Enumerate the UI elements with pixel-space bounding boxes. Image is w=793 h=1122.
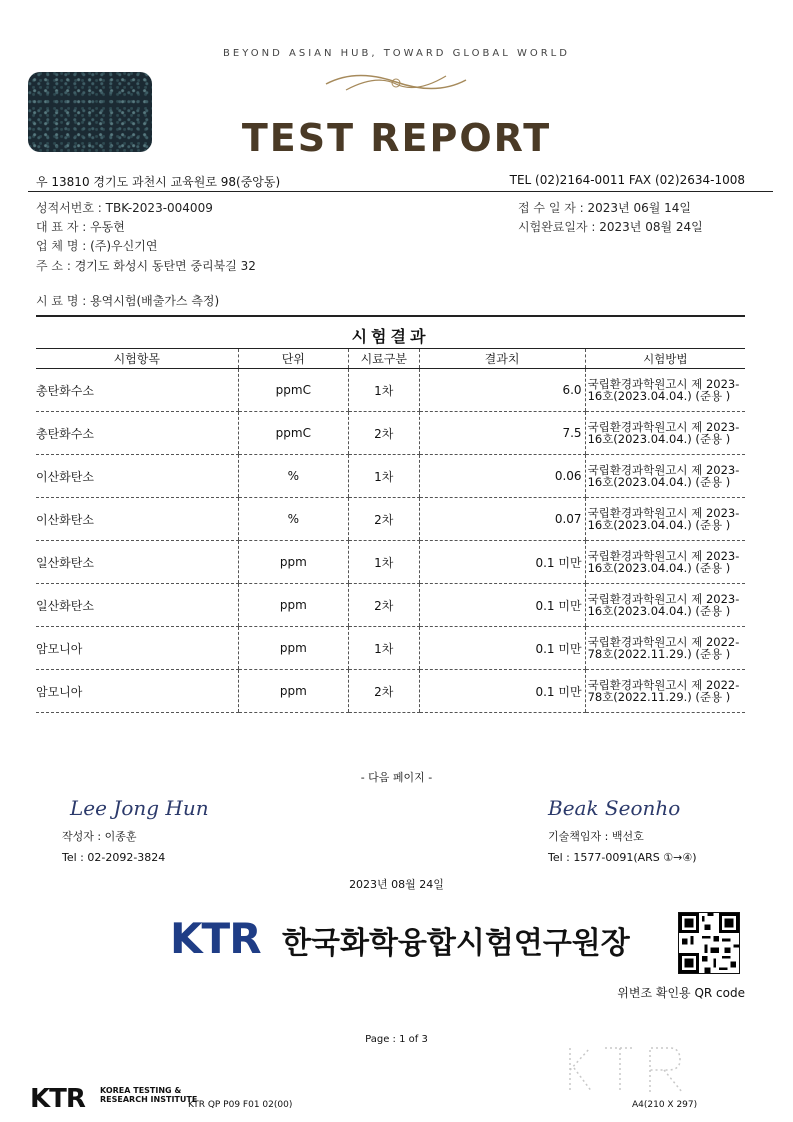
unit: ppm xyxy=(238,584,348,627)
sample-type: 2차 xyxy=(349,670,420,713)
unit: ppm xyxy=(238,670,348,713)
unit: % xyxy=(238,455,348,498)
result-value: 0.07 xyxy=(419,498,585,541)
author-tel: Tel : 02-2092-3824 xyxy=(62,851,166,864)
sample-type: 1차 xyxy=(349,369,420,412)
table-row xyxy=(36,455,745,498)
table-row xyxy=(36,627,745,670)
unit: ppmC xyxy=(238,369,348,412)
representative: 대 표 자 : 우동현 xyxy=(36,220,125,234)
qr-label: 위변조 확인용 QR code xyxy=(617,986,745,1000)
form-code: KTR QP P09 F01 02(00) xyxy=(188,1100,293,1110)
page-title: TEST REPORT xyxy=(241,116,552,160)
sample-type: 1차 xyxy=(349,541,420,584)
test-method xyxy=(585,627,745,670)
unit: ppmC xyxy=(238,412,348,455)
column-header: 단위 xyxy=(238,349,348,369)
received-date: 접 수 일 자 : 2023년 06월 14일 xyxy=(518,201,691,215)
technical-manager: 기술책임자 : 백선호 xyxy=(548,830,644,843)
test-method-text: 국립환경과학원고시 제 2023-16호(2023.04.04.) (준용 ) xyxy=(587,506,740,532)
organization-name: 한국화학융합시험연구원장 xyxy=(282,926,630,961)
result-value: 0.06 xyxy=(419,455,585,498)
result-value: 6.0 xyxy=(419,369,585,412)
test-method-text: 국립환경과학원고시 제 2023-16호(2023.04.04.) (준용 ) xyxy=(587,549,740,575)
table-row xyxy=(36,498,745,541)
results-title: 시험결과 xyxy=(351,327,430,346)
test-item: 이산화탄소 xyxy=(36,498,238,541)
results-table xyxy=(36,348,745,713)
result-value: 7.5 xyxy=(419,412,585,455)
test-method-text: 국립환경과학원고시 제 2023-16호(2023.04.04.) (준용 ) xyxy=(587,377,740,403)
footer-logo: KTR xyxy=(30,1084,85,1114)
ornament-icon xyxy=(316,64,476,104)
test-item: 총탄화수소 xyxy=(36,412,238,455)
result-value: 0.1 미만 xyxy=(419,584,585,627)
tel-fax: TEL (02)2164-0011 FAX (02)2634-1008 xyxy=(509,173,745,187)
column-header: 시험항목 xyxy=(36,349,238,369)
company-address: 주 소 : 경기도 화성시 동탄면 중리북길 32 xyxy=(36,259,256,273)
slogan: BEYOND ASIAN HUB, TOWARD GLOBAL WORLD xyxy=(223,48,570,59)
author: 작성자 : 이종훈 xyxy=(62,830,137,843)
result-value: 0.1 미만 xyxy=(419,627,585,670)
test-item: 암모니아 xyxy=(36,627,238,670)
result-value: 0.1 미만 xyxy=(419,541,585,584)
report-number: 성적서번호 : TBK-2023-004009 xyxy=(36,201,213,215)
table-row xyxy=(36,541,745,584)
table-header-row xyxy=(36,349,745,369)
table-row xyxy=(36,412,745,455)
test-item: 일산화탄소 xyxy=(36,584,238,627)
page-number: Page : 1 of 3 xyxy=(365,1034,428,1045)
sample-type: 1차 xyxy=(349,455,420,498)
result-value: 0.1 미만 xyxy=(419,670,585,713)
unit: ppm xyxy=(238,627,348,670)
column-header: 시험방법 xyxy=(585,349,745,369)
unit: % xyxy=(238,498,348,541)
embossed-seal xyxy=(560,1040,710,1100)
divider xyxy=(28,191,773,192)
test-method xyxy=(585,412,745,455)
test-item: 암모니아 xyxy=(36,670,238,713)
manager-signature: Beak Seonho xyxy=(548,796,681,820)
sample-type: 2차 xyxy=(349,412,420,455)
column-header: 시료구분 xyxy=(349,349,420,369)
company-name: 업 체 명 : (주)우신기연 xyxy=(36,239,158,253)
sample-type: 2차 xyxy=(349,584,420,627)
test-method-text: 국립환경과학원고시 제 2022-78호(2022.11.29.) (준용 ) xyxy=(587,678,740,704)
address: 우 13810 경기도 과천시 교육원로 98(중앙동) xyxy=(36,175,281,189)
test-item: 이산화탄소 xyxy=(36,455,238,498)
test-method-text: 국립환경과학원고시 제 2023-16호(2023.04.04.) (준용 ) xyxy=(587,420,740,446)
author-signature: Lee Jong Hun xyxy=(70,796,209,820)
sample-type: 2차 xyxy=(349,498,420,541)
test-method xyxy=(585,498,745,541)
test-method-text: 국립환경과학원고시 제 2023-16호(2023.04.04.) (준용 ) xyxy=(587,463,740,489)
ktr-logo: KTR xyxy=(170,914,261,963)
test-item: 총탄화수소 xyxy=(36,369,238,412)
test-item: 일산화탄소 xyxy=(36,541,238,584)
test-method-text: 국립환경과학원고시 제 2023-16호(2023.04.04.) (준용 ) xyxy=(587,592,740,618)
sample-name: 시 료 명 : 용역시험(배출가스 측정) xyxy=(36,294,220,308)
test-method xyxy=(585,541,745,584)
test-method-text: 국립환경과학원고시 제 2022-78호(2022.11.29.) (준용 ) xyxy=(587,635,740,661)
paper-size: A4(210 X 297) xyxy=(632,1100,698,1110)
completed-date: 시험완료일자 : 2023년 08월 24일 xyxy=(518,220,703,234)
manager-tel: Tel : 1577-0091(ARS ①→④) xyxy=(548,851,697,864)
test-method xyxy=(585,670,745,713)
unit: ppm xyxy=(238,541,348,584)
table-row xyxy=(36,670,745,713)
test-method xyxy=(585,584,745,627)
issue-date: 2023년 08월 24일 xyxy=(349,878,444,891)
institute-name: KOREA TESTING & RESEARCH INSTITUTE xyxy=(100,1086,198,1104)
qr-code-icon[interactable] xyxy=(678,912,740,974)
next-page-note: - 다음 페이지 - xyxy=(360,771,433,784)
test-method xyxy=(585,369,745,412)
column-header: 결과치 xyxy=(419,349,585,369)
divider xyxy=(36,315,745,317)
table-row xyxy=(36,369,745,412)
test-method xyxy=(585,455,745,498)
table-row xyxy=(36,584,745,627)
sample-type: 1차 xyxy=(349,627,420,670)
